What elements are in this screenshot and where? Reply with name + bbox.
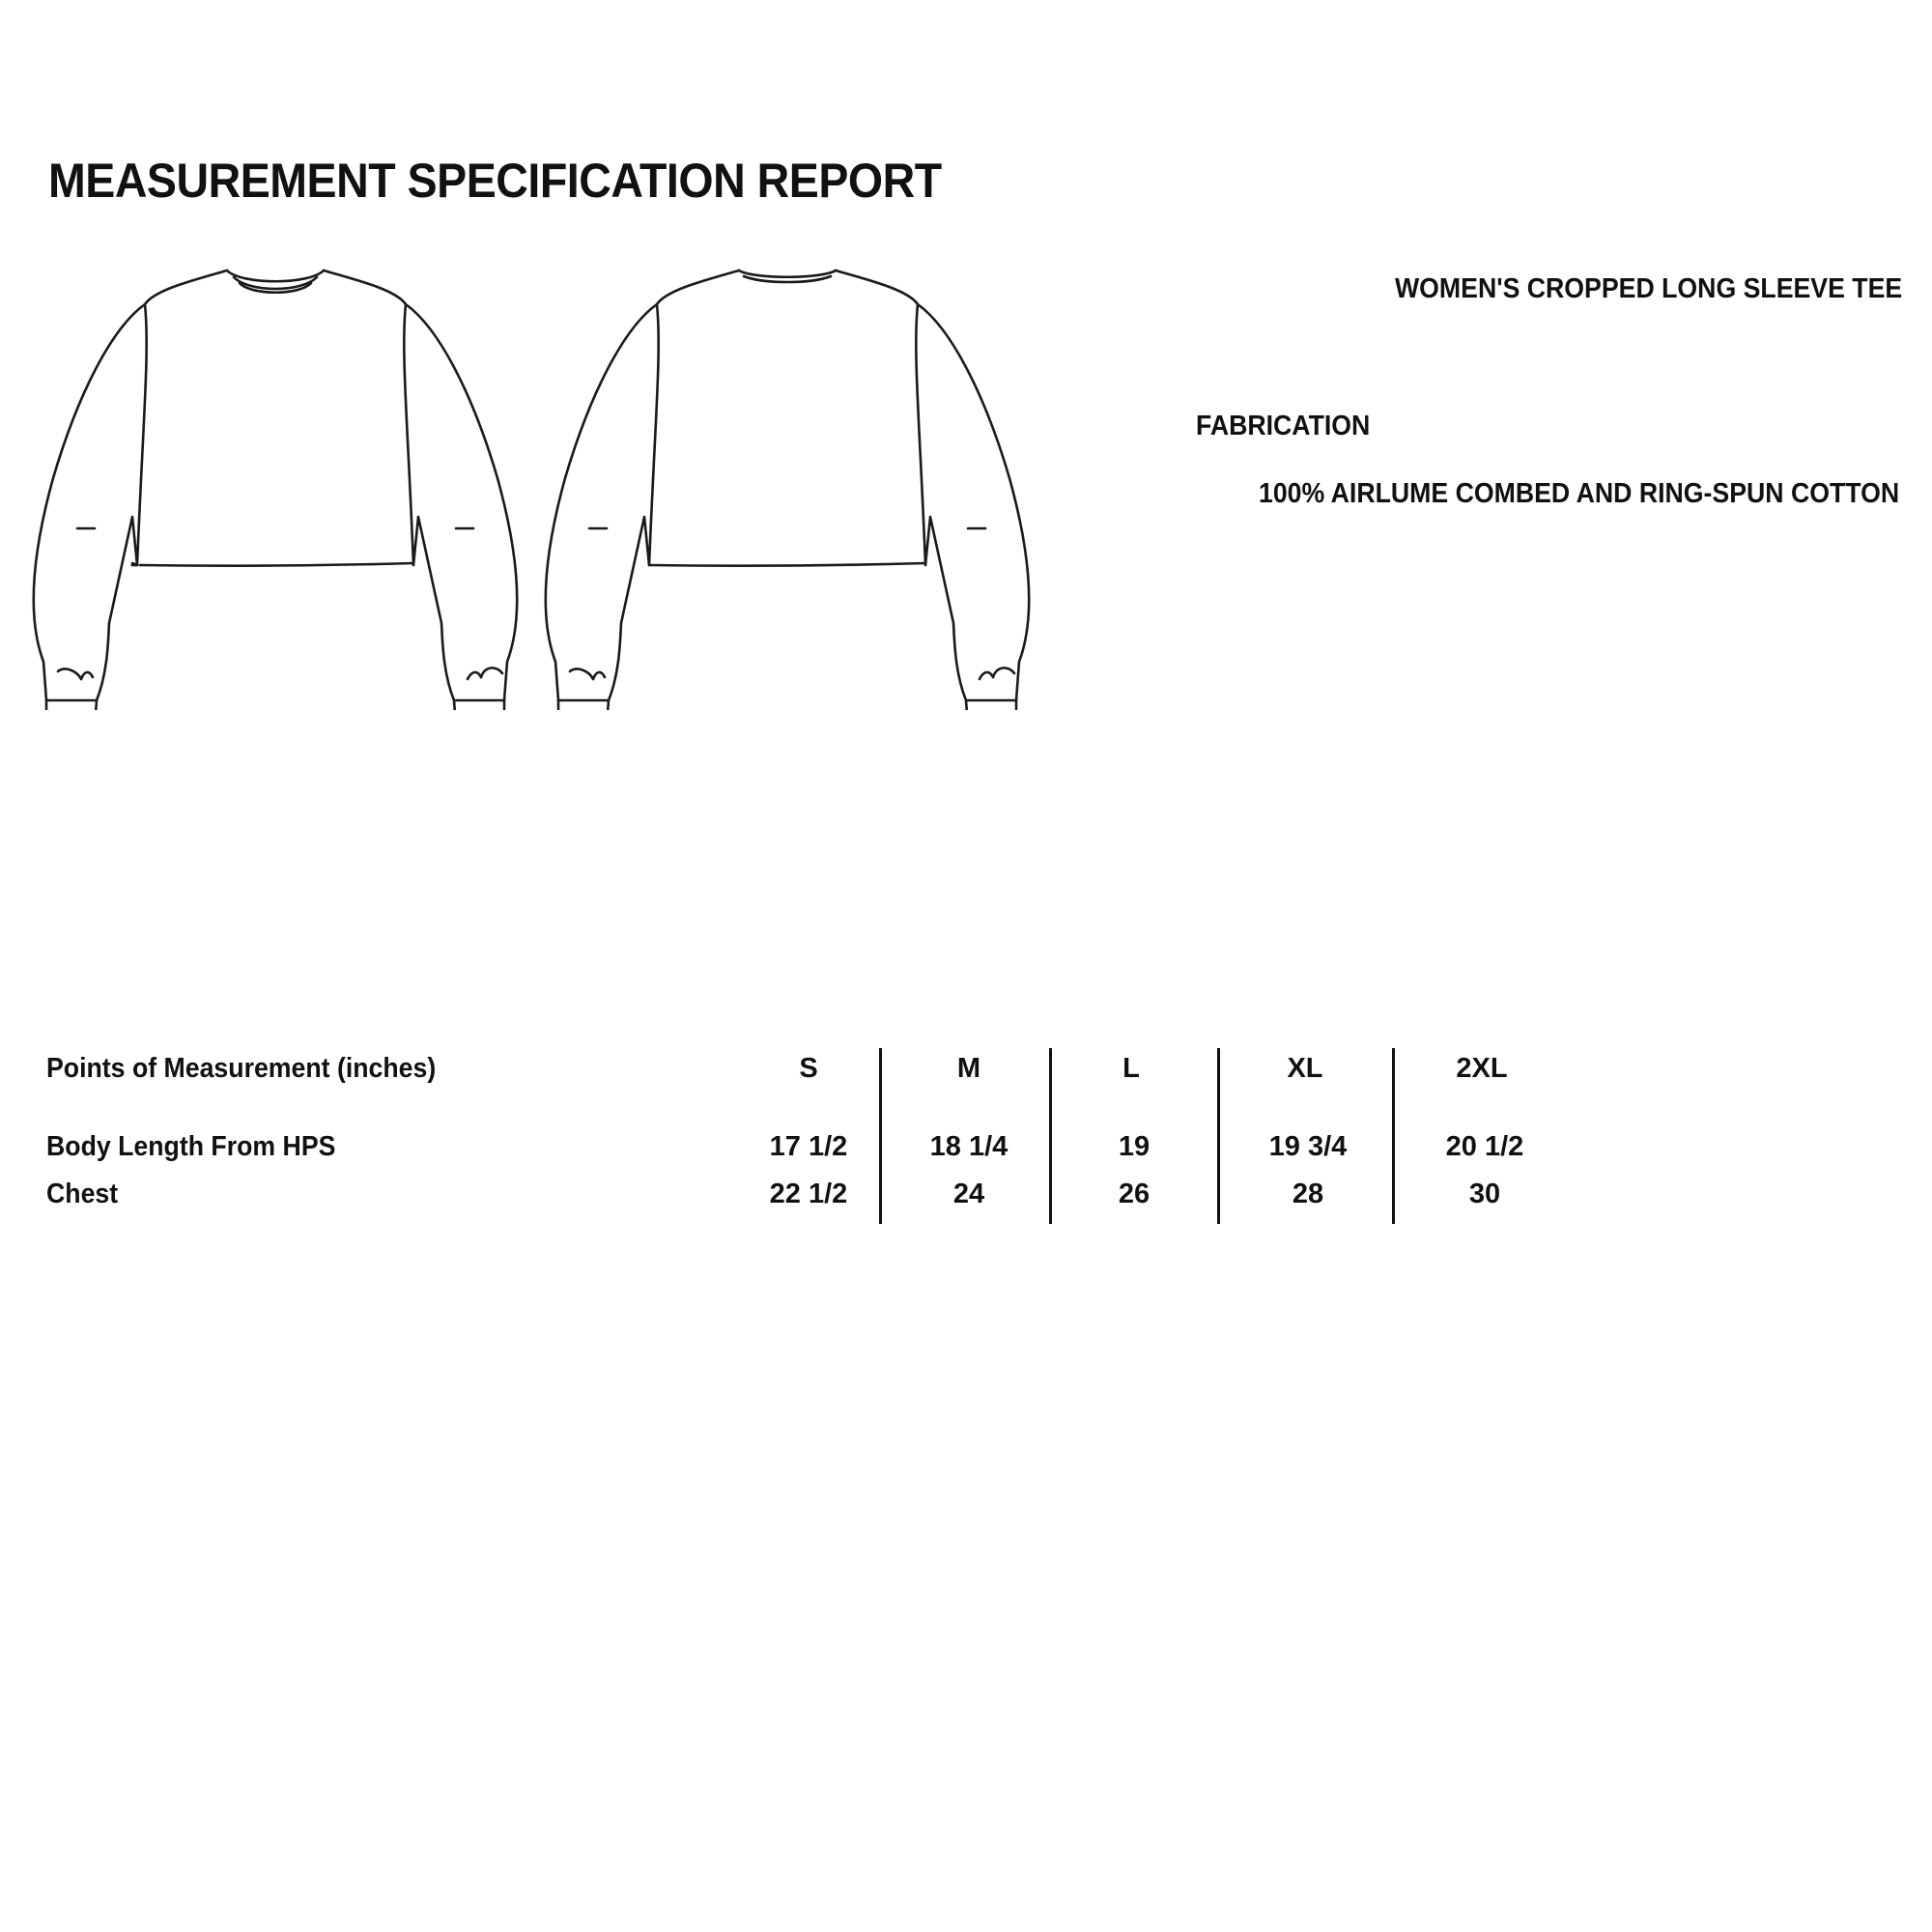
- column-divider: [1217, 1048, 1220, 1224]
- row-label-chest: Chest: [46, 1179, 119, 1209]
- table-cell: 19 3/4: [1268, 1131, 1348, 1162]
- column-divider: [1049, 1048, 1052, 1224]
- cropped-long-sleeve-tee-back-icon: [546, 270, 1029, 710]
- size-header-s: S: [799, 1053, 818, 1084]
- cropped-long-sleeve-tee-front-icon: [34, 270, 517, 710]
- size-header-2xl: 2XL: [1456, 1053, 1508, 1084]
- table-cell: 17 1/2: [769, 1131, 848, 1162]
- table-cell: 20 1/2: [1445, 1131, 1524, 1162]
- table-cell: 26: [1118, 1179, 1151, 1209]
- column-divider: [1392, 1048, 1395, 1224]
- table-header-label: Points of Measurement (inches): [46, 1053, 437, 1084]
- fabrication-value: 100% AIRLUME COMBED AND RING-SPUN COTTON: [1259, 478, 1900, 509]
- size-header-xl: XL: [1287, 1053, 1323, 1084]
- table-cell: 18 1/4: [929, 1131, 1009, 1162]
- report-title: MEASUREMENT SPECIFICATION REPORT: [48, 154, 942, 208]
- table-cell: 24: [952, 1179, 985, 1209]
- fabrication-label: FABRICATION: [1196, 411, 1371, 441]
- table-cell: 19: [1118, 1131, 1151, 1162]
- size-header-m: M: [956, 1053, 981, 1084]
- table-cell: 22 1/2: [769, 1179, 848, 1209]
- garment-sketch: [19, 256, 1043, 710]
- table-cell: 30: [1468, 1179, 1501, 1209]
- size-header-l: L: [1122, 1053, 1140, 1084]
- product-name: WOMEN'S CROPPED LONG SLEEVE TEE: [1395, 273, 1903, 304]
- row-label-body-length: Body Length From HPS: [46, 1131, 336, 1162]
- table-cell: 28: [1292, 1179, 1324, 1209]
- measurement-spec-table: [0, 1048, 1932, 1241]
